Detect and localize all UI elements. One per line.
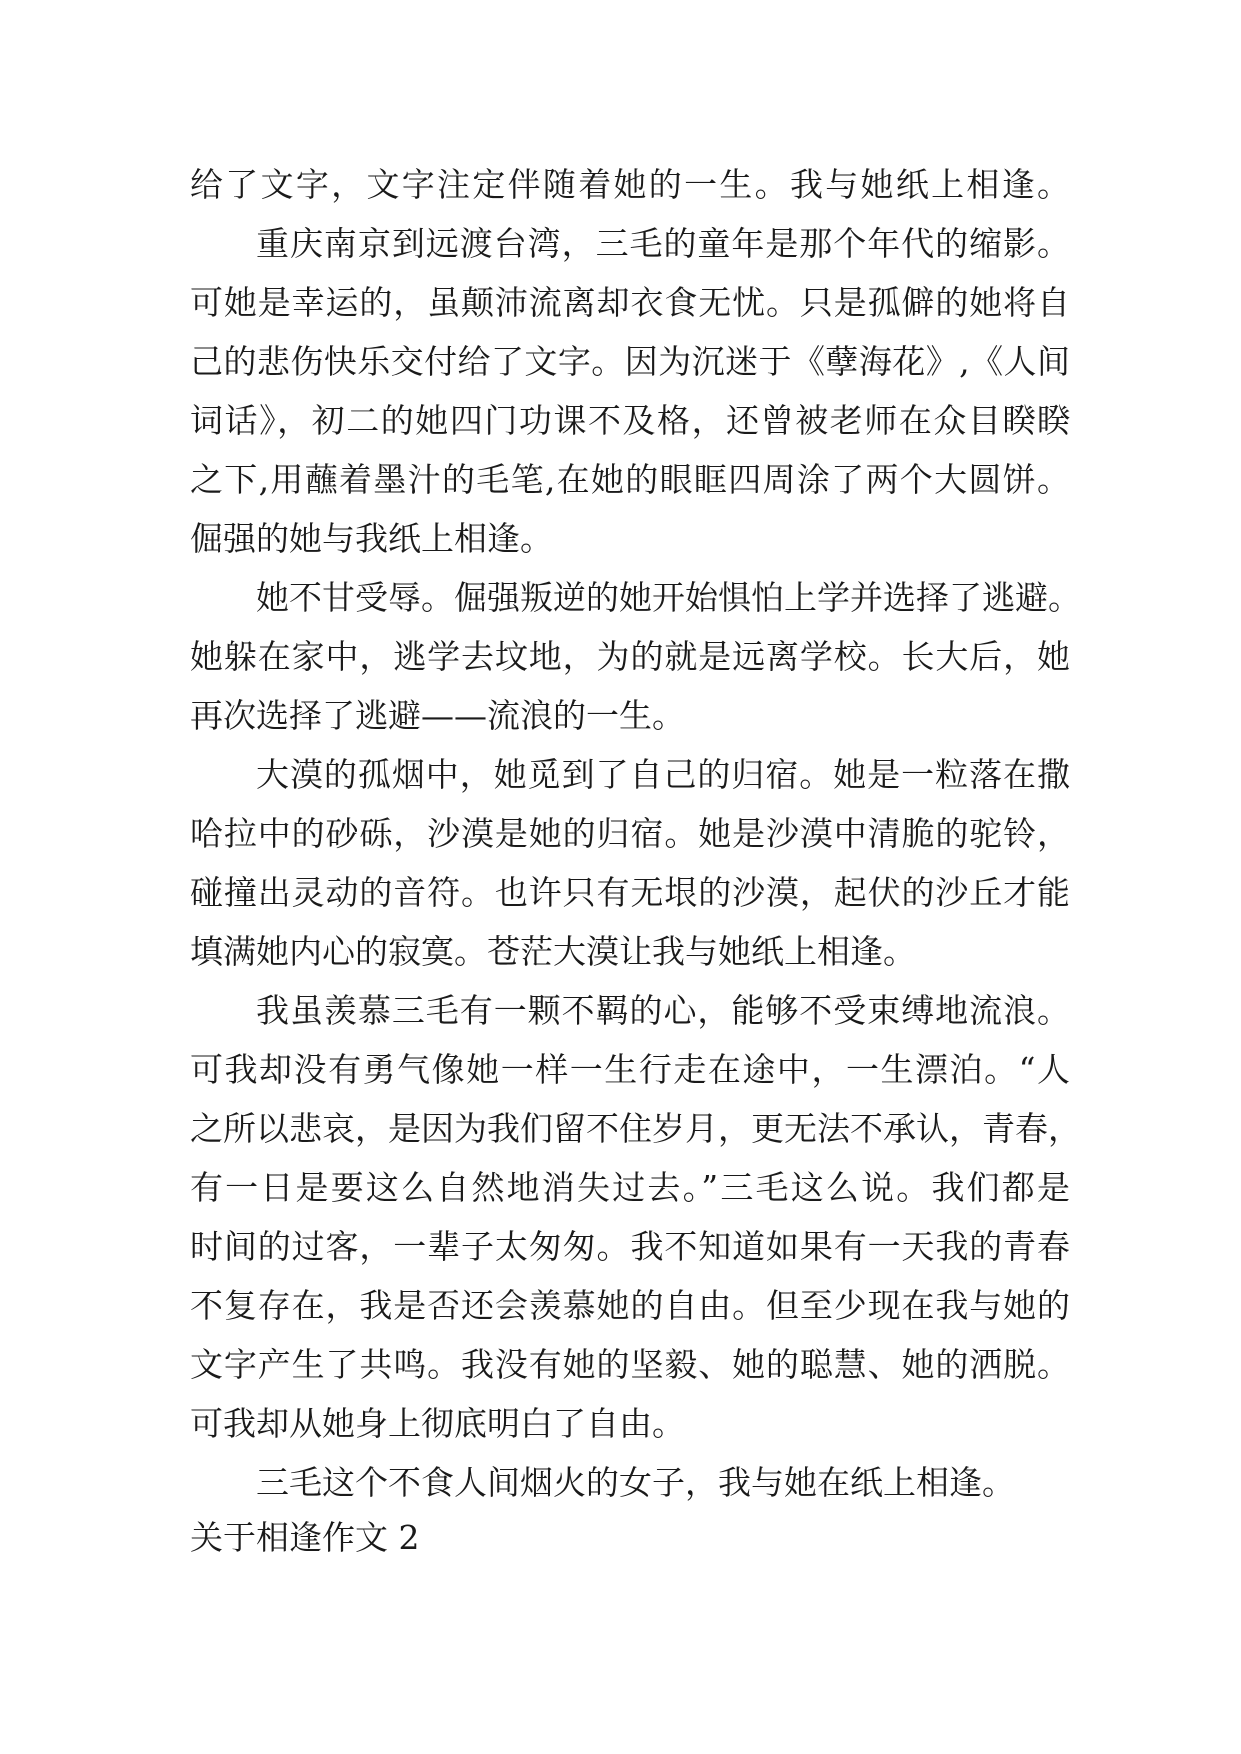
text-line: 碰撞出灵动的音符。也许只有无垠的沙漠，起伏的沙丘才能 <box>190 873 1070 912</box>
text-line: 可我却从她身上彻底明白了自由。 <box>190 1404 685 1443</box>
text-line: 之所以悲哀，是因为我们留不住岁月，更无法不承认，青春， <box>190 1109 1081 1148</box>
text-line: 再次选择了逃避——流浪的一生。 <box>190 696 685 735</box>
text-line: 可我却没有勇气像她一样一生行走在途中，一生漂泊。“人 <box>190 1050 1070 1089</box>
paragraph-first-line: 大漠的孤烟中，她觅到了自己的归宿。她是一粒落在撒 <box>256 755 1070 794</box>
text-line: 词话》，初二的她四门功课不及格，还曾被老师在众目睽睽 <box>190 401 1070 440</box>
text-line: 有一日是要这么自然地消失过去。”三毛这么说。我们都是 <box>190 1168 1070 1207</box>
text-line: 文字产生了共鸣。我没有她的坚毅、她的聪慧、她的洒脱。 <box>190 1345 1070 1384</box>
text-line: 她躲在家中，逃学去坟地，为的就是远离学校。长大后，她 <box>190 637 1070 676</box>
text-line: 给了文字，文字注定伴随着她的一生。我与她纸上相逢。 <box>190 165 1070 204</box>
paragraph-first-line: 她不甘受辱。倔强叛逆的她开始惧怕上学并选择了逃避。 <box>256 578 1081 617</box>
text-line: 己的悲伤快乐交付给了文字。因为沉迷于《孽海花》,《人间 <box>190 342 1070 381</box>
paragraph-first-line: 三毛这个不食人间烟火的女子，我与她在纸上相逢。 <box>256 1463 1015 1502</box>
text-line: 不复存在，我是否还会羡慕她的自由。但至少现在我与她的 <box>190 1286 1070 1325</box>
paragraph-first-line: 重庆南京到远渡台湾，三毛的童年是那个年代的缩影。 <box>256 224 1070 263</box>
text-line: 倔强的她与我纸上相逢。 <box>190 519 553 558</box>
text-line: 时间的过客，一辈子太匆匆。我不知道如果有一天我的青春 <box>190 1227 1070 1266</box>
text-line: 可她是幸运的，虽颠沛流离却衣食无忧。只是孤僻的她将自 <box>190 283 1070 322</box>
paragraph-first-line: 我虽羡慕三毛有一颗不羁的心，能够不受束缚地流浪。 <box>256 991 1070 1030</box>
text-line: 之下,用蘸着墨汁的毛笔,在她的眼眶四周涂了两个大圆饼。 <box>190 460 1070 499</box>
text-line: 填满她内心的寂寞。苍茫大漠让我与她纸上相逢。 <box>190 932 916 971</box>
section-heading: 关于相逢作文 2 <box>190 1518 420 1557</box>
text-line: 哈拉中的砂砾，沙漠是她的归宿。她是沙漠中清脆的驼铃， <box>190 814 1070 853</box>
